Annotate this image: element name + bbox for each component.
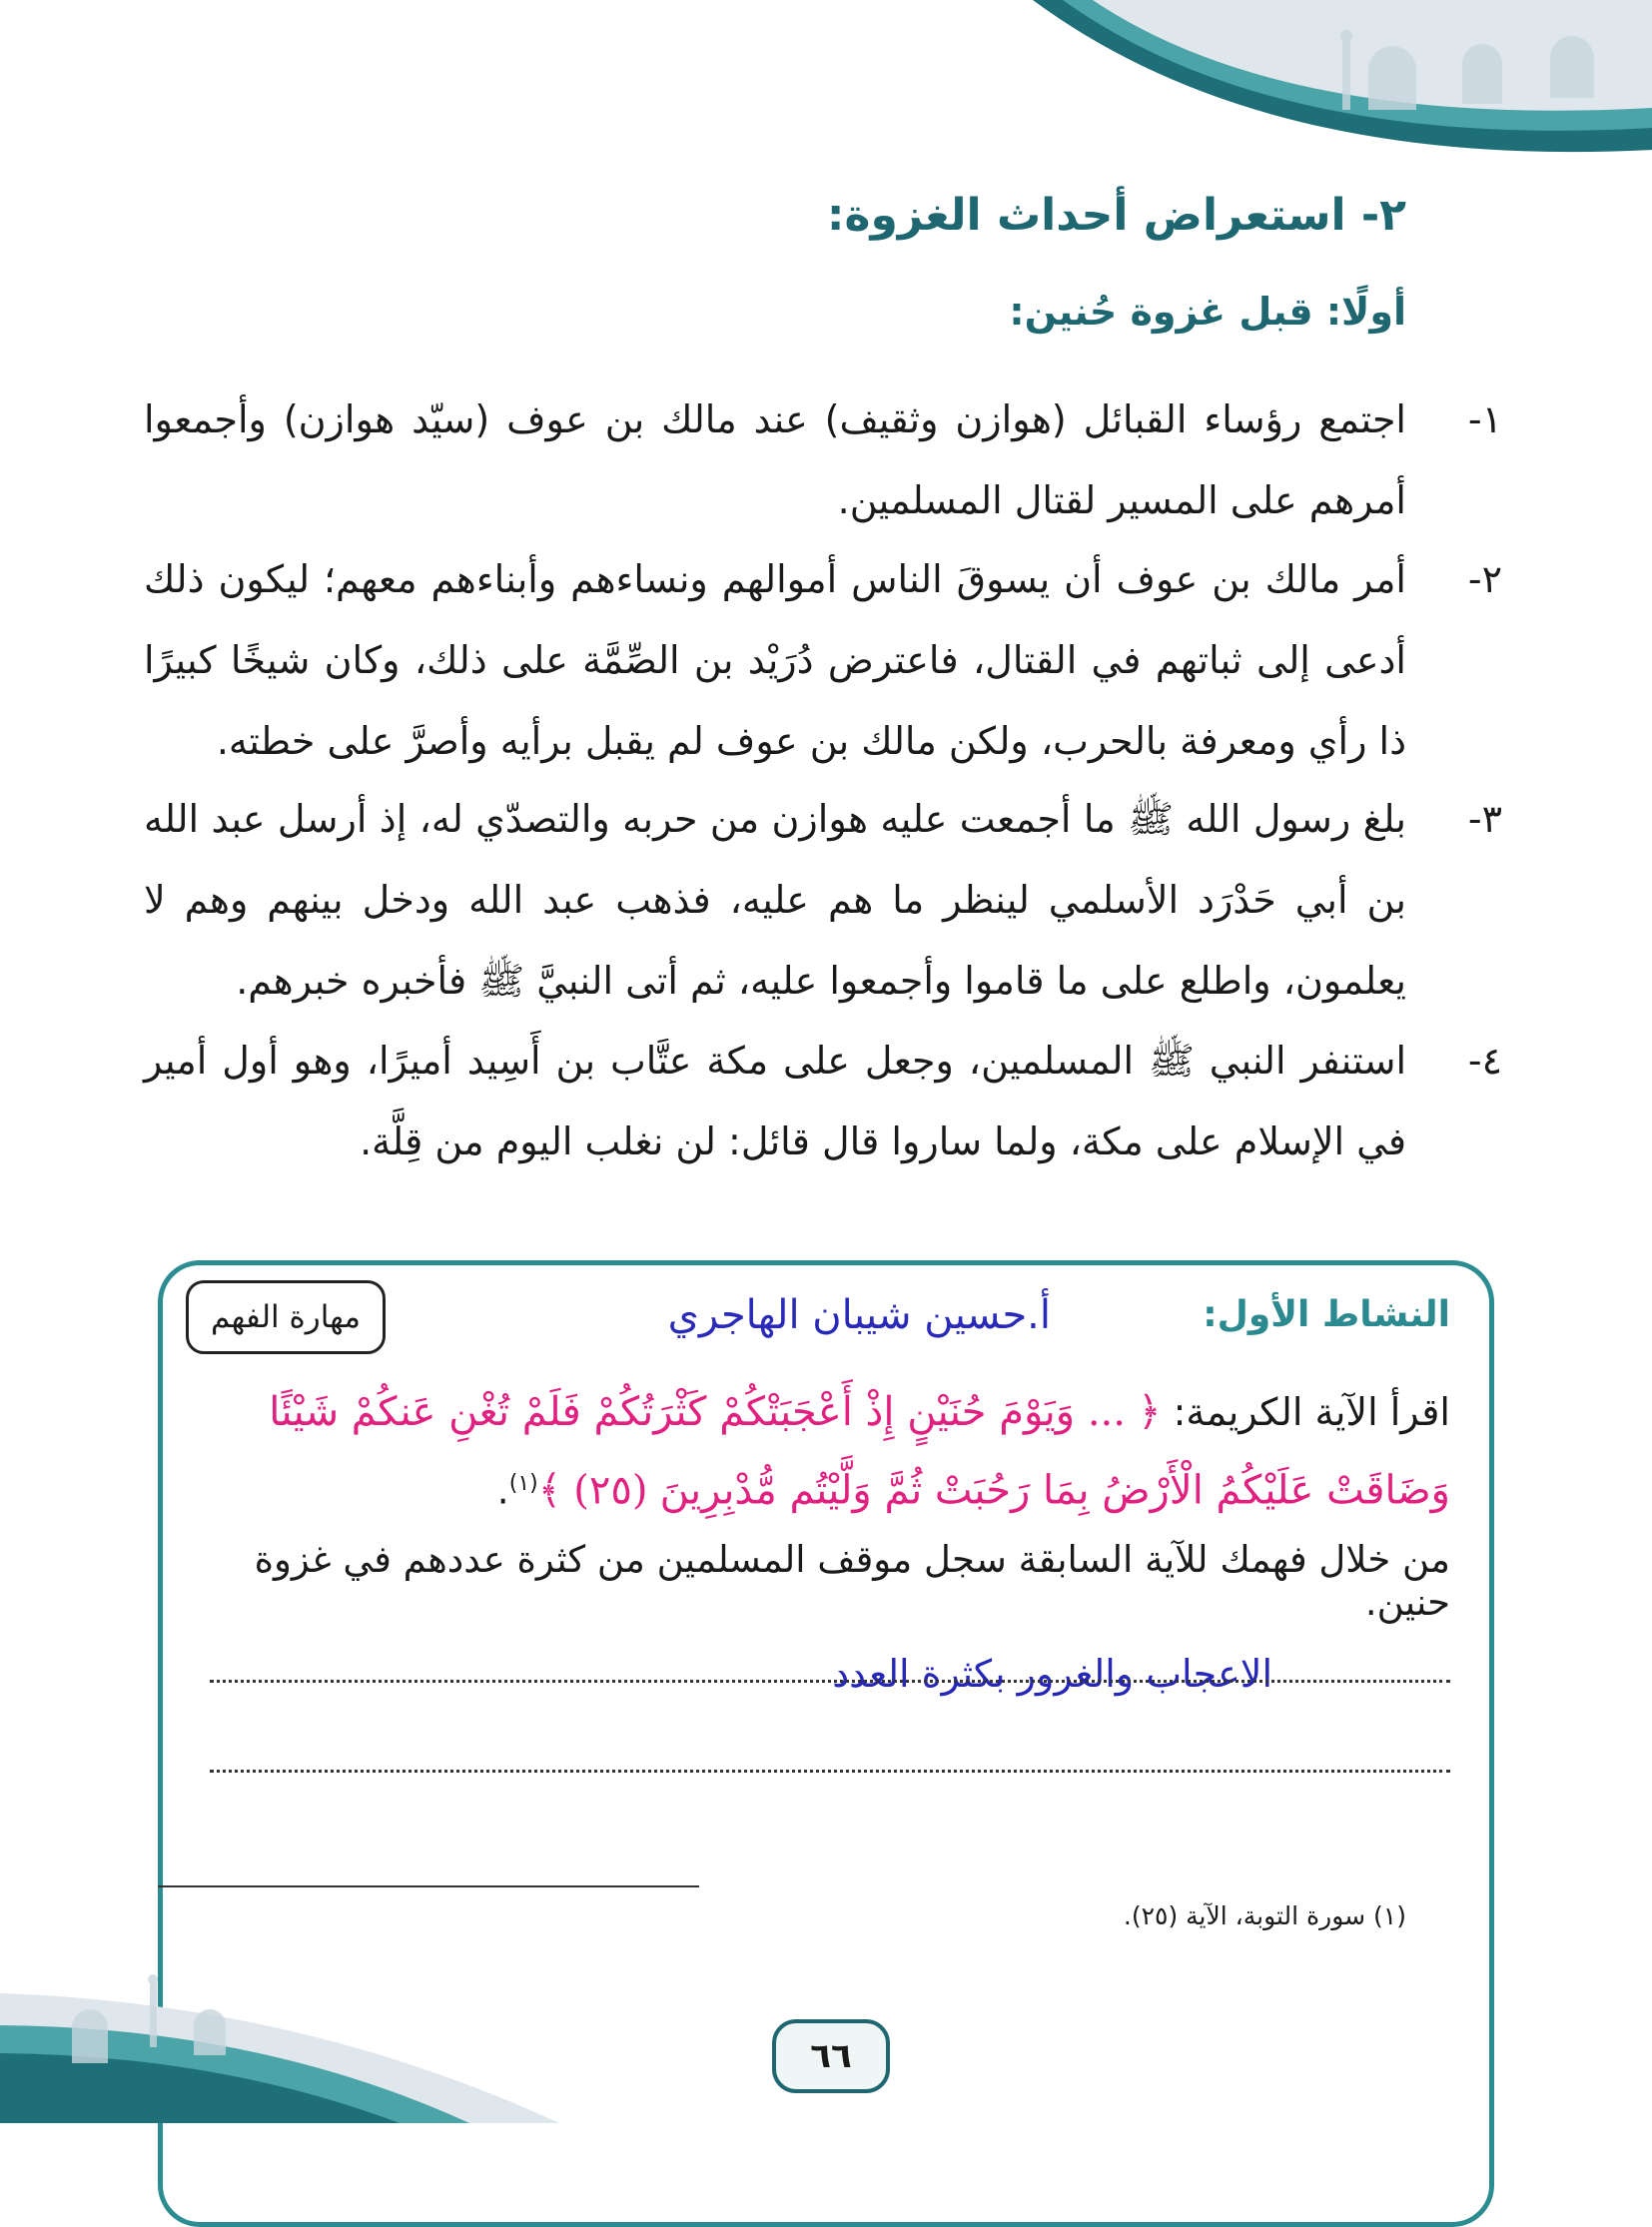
event-item-2	[144, 539, 1502, 782]
answer-line-2[interactable]	[210, 1770, 1450, 1773]
event-text: اجتمع رؤساء القبائل (هوازن وثقيف) عند مالك بن عوف (سيّد هوازن) وأجمعوا أمرهم على المسير لقتال المسلمين.	[144, 397, 1406, 522]
handwritten-answer: الاعجاب والغرور بكثرة العدد	[832, 1652, 1272, 1696]
verse-number: (٢٥)	[573, 1467, 648, 1514]
event-item-3	[144, 779, 1502, 1022]
event-item-1	[144, 379, 1502, 541]
section-heading: ٢- استعراض أحداث الغزوة:	[826, 190, 1406, 241]
teacher-name: أ.حسين شيبان الهاجري	[667, 1292, 1051, 1338]
verse-block: اقرأ الآية الكريمة: ﴿ ... وَيَوْمَ حُنَيْنٍ إِذْ أَعْجَبَتْكُمْ كَثْرَتُكُمْ فَلَمْ تُغْنِ عَنكُمْ شَيْئًا وَضَاقَتْ عَلَيْكُمُ الْأَرْضُ بِمَا رَحُبَتْ ثُمَّ وَلَّيْتُم مُّدْبِرِينَ (٢٥) ﴾$^{(١)}$.	[269, 1389, 1450, 1514]
quran-verse: ... وَيَوْمَ حُنَيْنٍ إِذْ أَعْجَبَتْكُمْ كَثْرَتُكُمْ فَلَمْ تُغْنِ عَنكُمْ شَيْئًا وَضَاقَتْ عَلَيْكُمُ الْأَرْضُ بِمَا رَحُبَتْ ثُمَّ وَلَّيْتُم مُّدْبِرِينَ	[269, 1389, 1450, 1514]
verse-close-bracket: ﴾	[537, 1467, 562, 1514]
footnote-divider	[158, 1885, 699, 1887]
event-number: ٢-	[1467, 557, 1502, 601]
answer-line-1[interactable]	[210, 1680, 1450, 1683]
verse-label: اقرأ الآية الكريمة:	[1173, 1390, 1450, 1434]
event-number: ١-	[1467, 397, 1502, 441]
skill-badge: مهارة الفهم	[186, 1280, 386, 1354]
event-item-4	[144, 1021, 1502, 1182]
event-number: ٤-	[1467, 1039, 1502, 1083]
page-number: ٦٦	[772, 2019, 890, 2093]
header-decoration	[1013, 0, 1652, 160]
sub-heading: أولًا: قبل غزوة حُنين:	[1009, 290, 1406, 334]
event-text: استنفر النبي ﷺ المسلمين، وجعل على مكة عتَّاب بن أَسِيد أميرًا، وهو أول أمير في الإسلام على مكة، ولما ساروا قال قائل: لن نغلب اليوم من قِلَّة.	[144, 1039, 1406, 1163]
footer-decoration	[0, 1963, 559, 2123]
footnote: (١) سورة التوبة، الآية (٢٥).	[1123, 1901, 1406, 1930]
event-number: ٣-	[1467, 797, 1502, 841]
event-text: أمر مالك بن عوف أن يسوقَ الناس أموالهم ونساءهم وأبناءهم معهم؛ ليكون ذلك أدعى إلى ثباتهم في القتال، فاعترض دُرَيْد بن الصِّمَّة على ذلك، وكان شيخًا كبيرًا ذا رأي ومعرفة بالحرب، ولكن مالك بن عوف لم يقبل برأيه وأصرَّ على خطته.	[144, 557, 1406, 763]
activity-question: من خلال فهمك للآية السابقة سجل موقف المسلمين من كثرة عددهم في غزوة حنين.	[254, 1538, 1450, 1624]
activity-title: النشاط الأول:	[1203, 1294, 1450, 1335]
verse-open-bracket: ﴿	[1138, 1389, 1162, 1435]
footnote-mark: (١)	[508, 1471, 538, 1496]
event-text: بلغ رسول الله ﷺ ما أجمعت عليه هوازن من حربه والتصدّي له، إذ أرسل عبد الله بن أبي حَدْرَد الأسلمي لينظر ما هم عليه، فذهب عبد الله ودخل بينهم وهم لا يعلمون، واطلع على ما قاموا وأجمعوا عليه، ثم أتى النبيَّ ﷺ فأخبره خبرهم.	[144, 797, 1406, 1003]
